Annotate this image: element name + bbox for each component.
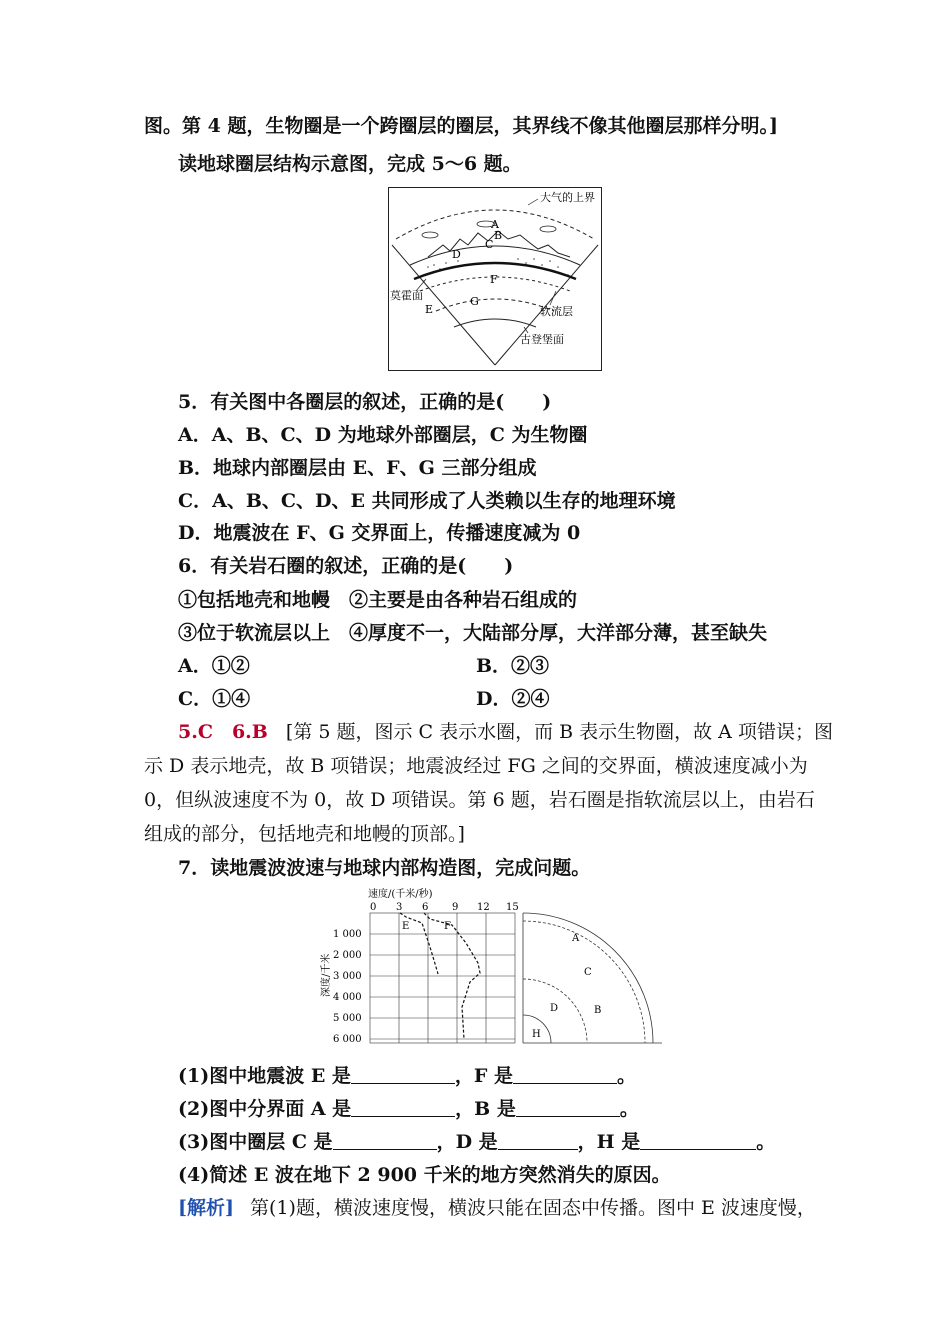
blank[interactable] <box>333 1131 437 1150</box>
blank[interactable] <box>640 1131 756 1150</box>
label-E: E <box>425 303 434 316</box>
depth-axis-label: 深度/千米 <box>321 953 332 997</box>
x-tick: 3 <box>396 902 403 913</box>
question-6: 6．有关岩石圈的叙述，正确的是( ) <box>178 555 514 577</box>
option-6d: D．②④ <box>476 688 550 710</box>
answer-key: 5.C 6.B <box>178 721 268 743</box>
y-tick: 5 000 <box>333 1013 362 1024</box>
option-5b: B．地球内部圈层由 E、F、G 三部分组成 <box>178 457 537 479</box>
statements-6-2: ③位于软流层以上 ④厚度不一，大陆部分厚，大洋部分薄，甚至缺失 <box>178 622 768 644</box>
gutenberg-label: 古登堡面 <box>520 333 564 346</box>
earth-sphere-figure <box>388 187 602 371</box>
option-6b: B．②③ <box>476 655 550 677</box>
boundary-B-label: B <box>594 1005 602 1016</box>
blank[interactable] <box>351 1065 455 1084</box>
question-7: 7．读地震波波速与地球内部构造图，完成问题。 <box>178 857 591 879</box>
question-7-2: (2)图中分界面 A 是 ，B 是 。 <box>178 1098 639 1120</box>
analysis-line <box>178 1195 816 1221</box>
analysis-tag: [解析] <box>178 1197 234 1219</box>
wave-F-label: F <box>444 921 451 932</box>
layer-D-label: D <box>550 1003 559 1014</box>
blank[interactable] <box>513 1065 617 1084</box>
y-tick: 6 000 <box>333 1034 362 1045</box>
asthenosphere-label: 软流层 <box>540 305 573 318</box>
x-tick: 15 <box>506 902 519 913</box>
answer-text: [第 5 题，图示 C 表示水圈，而 B 表示生物圈，故 A 项错误；图 <box>285 721 833 743</box>
blank[interactable] <box>516 1098 620 1117</box>
option-5d: D．地震波在 F、G 交界面上，传播速度减为 0 <box>178 522 581 544</box>
answer-line: 组成的部分，包括地壳和地幔的顶部。] <box>144 823 465 845</box>
blank[interactable] <box>498 1131 578 1150</box>
wave-E-label: E <box>402 921 410 932</box>
seismic-wave-figure <box>318 887 670 1052</box>
y-tick: 1 000 <box>333 929 362 940</box>
text-line: 读地球圈层结构示意图，完成 5～6 题。 <box>178 153 522 175</box>
option-5c: C．A、B、C、D、E 共同形成了人类赖以生存的地理环境 <box>178 490 676 512</box>
answer-line: 0，但纵波速度不为 0，故 D 项错误。第 6 题，岩石圈是指软流层以上，由岩石 <box>144 789 815 811</box>
label-D: D <box>452 248 461 261</box>
question-7-4: (4)简述 E 波在地下 2 900 千米的地方突然消失的原因。 <box>178 1164 671 1186</box>
option-5a: A．A、B、C、D 为地球外部圈层，C 为生物圈 <box>178 424 588 446</box>
blank[interactable] <box>351 1098 455 1117</box>
y-tick: 4 000 <box>333 992 362 1003</box>
label-F: F <box>490 273 498 286</box>
option-6c: C．①④ <box>178 688 251 710</box>
question-7-1: (1)图中地震波 E 是 ，F 是 。 <box>178 1065 637 1087</box>
moho-label: 莫霍面 <box>390 289 423 302</box>
question-7-3: (3)图中圈层 C 是 ，D 是 ，H 是 。 <box>178 1131 776 1153</box>
x-tick-labels <box>370 902 519 913</box>
label-A: A <box>491 218 499 231</box>
label-G: G <box>470 295 479 308</box>
y-tick: 2 000 <box>333 950 362 961</box>
statements-6-1: ①包括地壳和地幔 ②主要是由各种岩石组成的 <box>178 589 578 611</box>
answer-line: 示 D 表示地壳，故 B 项错误；地震波经过 FG 之间的交界面，横波速度减小为 <box>144 755 808 777</box>
y-tick: 3 000 <box>333 971 362 982</box>
x-tick: 0 <box>370 902 377 913</box>
option-6a: A．①② <box>178 655 250 677</box>
label-C: C <box>485 238 494 251</box>
boundary-A-label: A <box>572 933 580 944</box>
layer-C-label: C <box>584 967 592 978</box>
x-tick: 9 <box>452 902 459 913</box>
y-tick-labels <box>333 929 362 1045</box>
x-tick: 12 <box>477 902 490 913</box>
answer-line <box>178 719 833 745</box>
text-line: 图。第 4 题，生物圈是一个跨圈层的圈层，其界线不像其他圈层那样分明。] <box>144 115 778 137</box>
atmosphere-boundary-label: 大气的上界 <box>540 191 595 204</box>
question-5: 5．有关图中各圈层的叙述，正确的是( ) <box>178 391 552 413</box>
x-tick: 6 <box>422 902 429 913</box>
layer-H-label: H <box>532 1029 541 1040</box>
analysis-text: 第(1)题，横波速度慢，横波只能在固态中传播。图中 E 波速度慢， <box>250 1197 816 1219</box>
speed-axis-label: 速度/(千米/秒) <box>368 889 433 900</box>
label-B: B <box>494 229 503 242</box>
